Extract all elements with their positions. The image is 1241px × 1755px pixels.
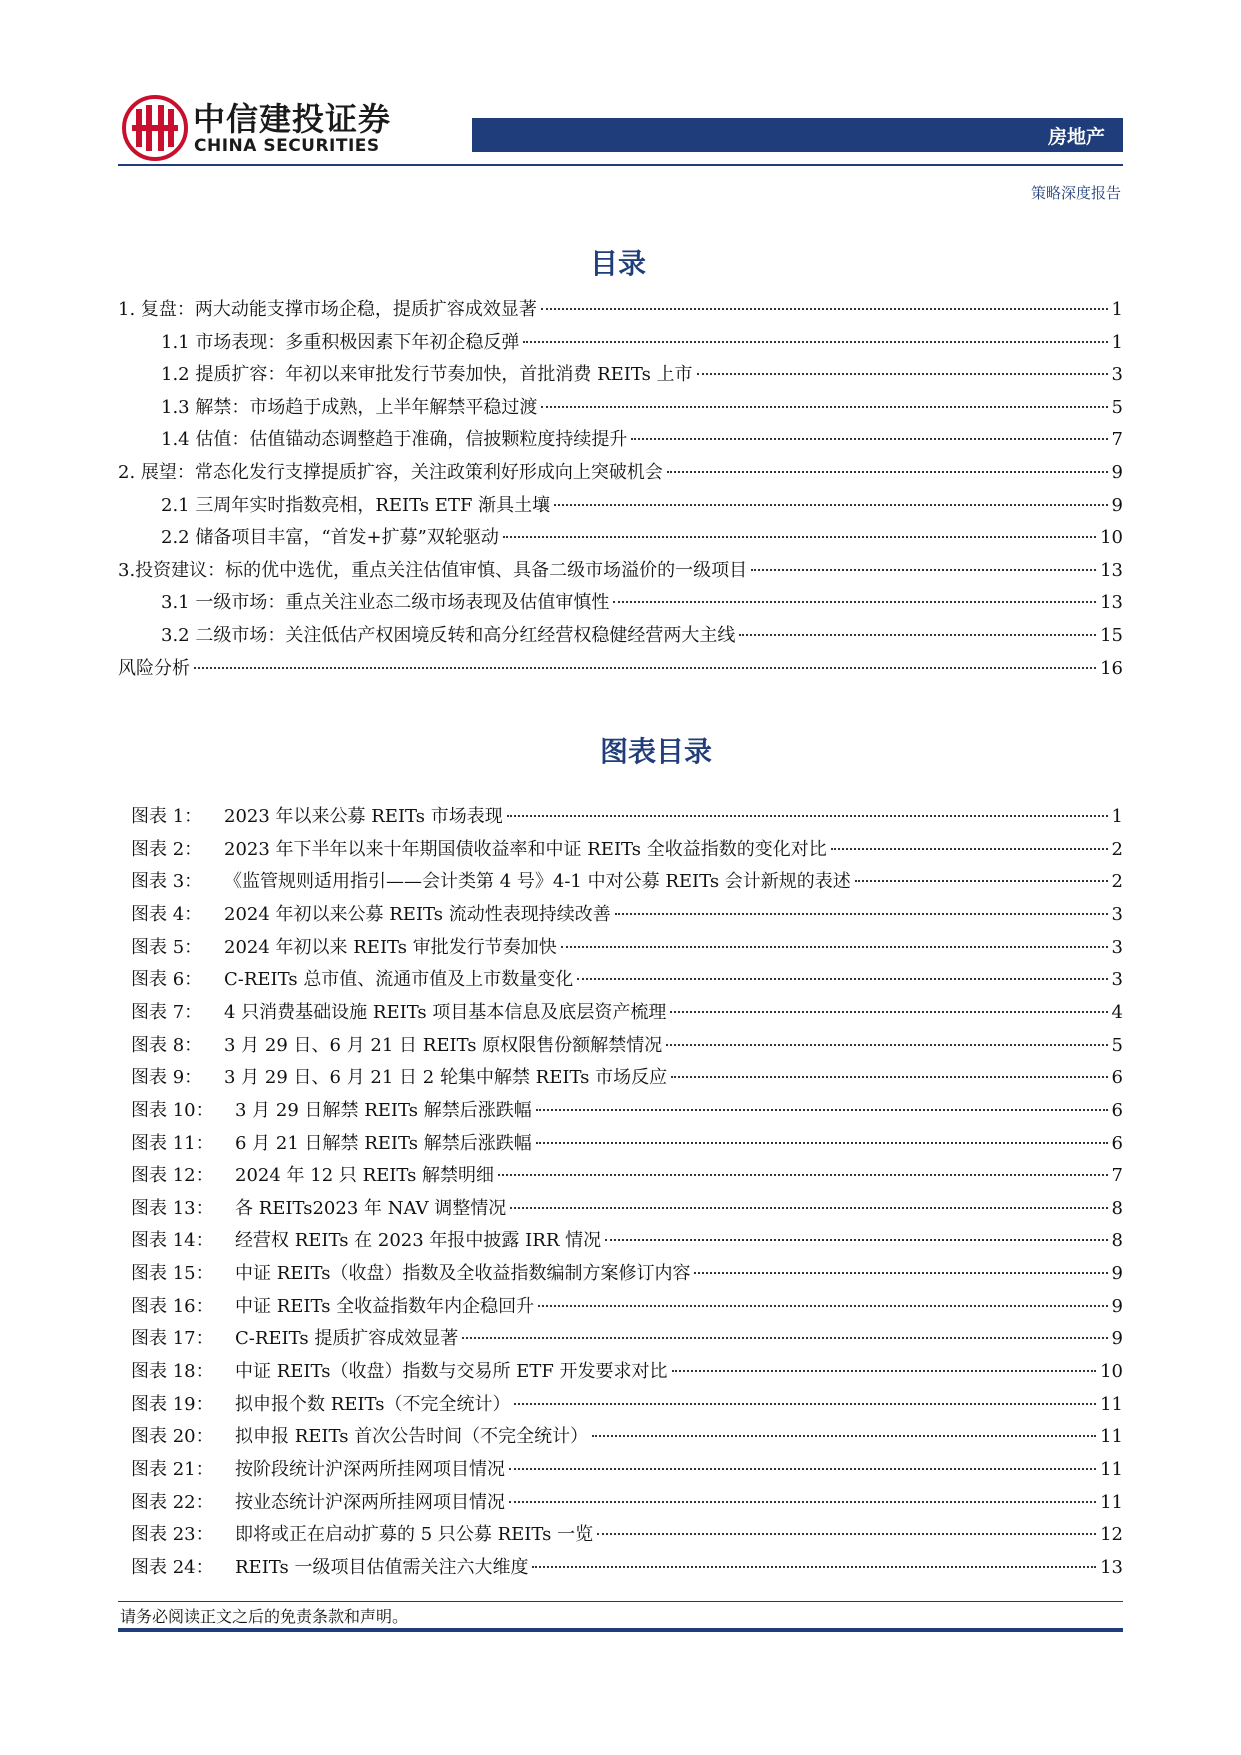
figure-entry-page: 8 (1111, 1197, 1123, 1219)
figure-entry-label: 中证 REITs（收盘）指数与交易所 ETF 开发要求对比 (235, 1361, 668, 1383)
toc-entry[interactable] (161, 624, 1123, 648)
figure-entry-page: 3 (1111, 903, 1123, 925)
toc-entry-page: 13 (1100, 592, 1123, 614)
toc-entry-label: 3.2 二级市场：关注低估产权困境反转和高分红经营权稳健经营两大主线 (161, 625, 736, 646)
toc-entry-label: 1.2 提质扩容：年初以来审批发行节奏加快，首批消费 REITs 上市 (161, 364, 693, 386)
figure-entry[interactable] (131, 805, 1123, 829)
figure-entry-number: 图表 24： (131, 1556, 214, 1578)
figure-entry-label: 3 月 29 日解禁 REITs 解禁后涨跌幅 (235, 1099, 532, 1121)
report-type: 策略深度报告 (1030, 184, 1121, 202)
toc-title: 目录 (590, 247, 647, 280)
figure-entry-label: 4 只消费基础设施 REITs 项目基本信息及底层资产梳理 (224, 1001, 667, 1023)
figure-entry-label: 拟申报 REITs 首次公告时间（不完全统计） (235, 1426, 589, 1448)
figure-leader-dots (605, 1239, 1107, 1241)
toc-leader-dots (751, 569, 1096, 571)
toc-entry-page: 10 (1100, 527, 1123, 549)
footer-bar (118, 1628, 1123, 1632)
figure-entry-number: 图表 16： (131, 1295, 214, 1317)
sector-banner (472, 118, 1123, 152)
toc-entry[interactable] (161, 494, 1123, 518)
figure-entry-label: C-REITs 提质扩容成效显著 (235, 1328, 459, 1350)
figure-entry-label: 按阶段统计沪深两所挂网项目情况 (235, 1459, 505, 1480)
figure-entry[interactable] (131, 1425, 1123, 1449)
figure-entry-number: 图表 21： (131, 1459, 214, 1480)
figure-entry-number: 图表 1： (131, 806, 203, 827)
figure-entry-label: 2023 年下半年以来十年期国债收益率和中证 REITs 全收益指数的变化对比 (224, 838, 827, 860)
figure-entry-number: 图表 2： (131, 838, 203, 860)
toc-entry-label: 2.2 储备项目丰富，“首发+扩募”双轮驱动 (161, 527, 499, 549)
figure-leader-dots (536, 1109, 1108, 1111)
figure-entry-page: 13 (1100, 1556, 1123, 1578)
figure-leader-dots (855, 880, 1108, 882)
figure-entry-number: 图表 5： (131, 936, 203, 958)
figure-leader-dots (510, 1207, 1107, 1209)
toc-entry-label: 3.投资建议：标的优中选优，重点关注估值审慎、具备二级市场溢价的一级项目 (118, 559, 748, 581)
toc-entry[interactable] (161, 591, 1123, 615)
company-name-cn: 中信建投证券 (193, 100, 392, 138)
toc-entry[interactable] (118, 657, 1123, 681)
toc-entry-page: 1 (1111, 299, 1123, 320)
figure-entry-label: 各 REITs2023 年 NAV 调整情况 (235, 1197, 507, 1219)
figure-leader-dots (532, 1566, 1096, 1568)
figure-entry-page: 10 (1100, 1361, 1123, 1383)
figure-leader-dots (615, 913, 1108, 915)
toc-entry[interactable] (161, 331, 1123, 355)
figure-entry[interactable] (131, 1523, 1123, 1547)
figure-entry-page: 9 (1111, 1263, 1123, 1285)
figure-leader-dots (462, 1337, 1107, 1339)
figure-entry[interactable] (131, 1164, 1123, 1188)
figure-entry-number: 图表 3： (131, 871, 203, 893)
sector-label: 房地产 (1047, 126, 1105, 148)
figure-leader-dots (561, 946, 1108, 948)
figure-entry[interactable] (131, 1197, 1123, 1221)
figure-entry[interactable] (131, 1556, 1123, 1580)
figure-leader-dots (694, 1272, 1107, 1274)
toc-entry-page: 13 (1100, 559, 1123, 581)
figure-entry-page: 2 (1111, 838, 1123, 860)
toc-entry-page: 7 (1111, 429, 1123, 451)
figure-leader-dots (671, 1076, 1107, 1078)
figures-title: 图表目录 (600, 735, 713, 768)
figure-entry-label: 2024 年初以来公募 REITs 流动性表现持续改善 (224, 903, 611, 925)
figure-entry-number: 图表 22： (131, 1491, 214, 1513)
toc-leader-dots (194, 667, 1096, 669)
figure-entry[interactable] (131, 1099, 1123, 1123)
figure-entry-page: 7 (1111, 1165, 1123, 1187)
toc-entry-page: 1 (1111, 331, 1123, 353)
toc-entry[interactable] (161, 428, 1123, 452)
toc-entry-page: 9 (1111, 494, 1123, 516)
figure-entry-number: 图表 6： (131, 969, 203, 991)
figure-entry-page: 4 (1111, 1001, 1123, 1023)
figure-entry-label: 6 月 21 日解禁 REITs 解禁后涨跌幅 (235, 1132, 532, 1154)
figure-entry-number: 图表 20： (131, 1426, 214, 1448)
figure-leader-dots (592, 1435, 1096, 1437)
figure-entry-label: 经营权 REITs 在 2023 年报中披露 IRR 情况 (235, 1230, 602, 1252)
figure-entry-label: 中证 REITs 全收益指数年内企稳回升 (235, 1295, 535, 1317)
figure-entry-number: 图表 12： (131, 1165, 214, 1187)
figure-entry-page: 6 (1111, 1099, 1123, 1121)
figure-entry-number: 图表 4： (131, 903, 203, 925)
toc-entry-label: 1.4 估值：估值锚动态调整趋于准确，信披颗粒度持续提升 (161, 429, 628, 451)
figure-entry-page: 5 (1111, 1034, 1123, 1056)
figure-entry-label: 中证 REITs（收盘）指数及全收益指数编制方案修订内容 (235, 1263, 691, 1285)
figure-leader-dots (507, 815, 1108, 817)
toc-leader-dots (667, 471, 1108, 473)
toc-entry-label: 2. 展望：常态化发行支撑提质扩容，关注政策利好形成向上突破机会 (118, 462, 663, 483)
toc-entry-label: 1.1 市场表现：多重积极因素下年初企稳反弹 (161, 331, 520, 353)
figure-leader-dots (577, 978, 1107, 980)
figure-entry-label: 2024 年 12 只 REITs 解禁明细 (235, 1165, 495, 1187)
figure-entry-page: 11 (1100, 1491, 1123, 1513)
figure-entry-label: 《监管规则适用指引——会计类第 4 号》4-1 中对公募 REITs 会计新规的表述 (224, 871, 851, 893)
figure-entry[interactable] (131, 903, 1123, 927)
figure-entry[interactable] (131, 968, 1123, 992)
figure-entry-label: 按业态统计沪深两所挂网项目情况 (235, 1491, 505, 1513)
figure-entry-number: 图表 23： (131, 1524, 214, 1546)
figure-entry[interactable] (131, 1034, 1123, 1058)
figure-leader-dots (597, 1533, 1096, 1535)
figure-entry[interactable] (131, 1360, 1123, 1384)
figure-entry[interactable] (131, 1393, 1123, 1417)
figure-entry-number: 图表 17： (131, 1328, 214, 1350)
figure-entry-page: 12 (1100, 1524, 1123, 1546)
figure-entry-page: 9 (1111, 1328, 1123, 1350)
figure-entry-page: 3 (1111, 969, 1123, 991)
figure-entry-page: 1 (1111, 806, 1123, 827)
figure-leader-dots (498, 1174, 1107, 1176)
figure-entry-label: 2023 年以来公募 REITs 市场表现 (224, 806, 503, 827)
toc-entry[interactable] (161, 363, 1123, 387)
figure-leader-dots (670, 1011, 1107, 1013)
figure-leader-dots (831, 848, 1108, 850)
toc-leader-dots (541, 308, 1108, 310)
figure-leader-dots (514, 1403, 1096, 1405)
toc-leader-dots (631, 438, 1107, 440)
toc-leader-dots (554, 504, 1107, 506)
header-divider (118, 164, 1123, 166)
china-securities-logo-icon (122, 95, 188, 161)
figure-entry-page: 2 (1111, 871, 1123, 893)
toc-entry[interactable] (161, 526, 1123, 550)
figure-entry-number: 图表 13： (131, 1197, 214, 1219)
figure-entry[interactable] (131, 1491, 1123, 1515)
toc-entry-page: 16 (1100, 657, 1123, 679)
figure-leader-dots (672, 1370, 1097, 1372)
figure-entry-number: 图表 14： (131, 1230, 214, 1252)
footer-divider (118, 1601, 1123, 1602)
figure-entry[interactable] (131, 870, 1123, 894)
toc-entry[interactable] (118, 298, 1123, 322)
figure-entry[interactable] (131, 1001, 1123, 1025)
figure-entry-page: 3 (1111, 936, 1123, 958)
figure-leader-dots (666, 1044, 1107, 1046)
toc-entry-label: 风险分析 (118, 657, 190, 679)
figure-entry[interactable] (131, 838, 1123, 862)
figure-entry-label: 3 月 29 日、6 月 21 日 2 轮集中解禁 REITs 市场反应 (224, 1067, 668, 1089)
toc-entry-page: 9 (1111, 462, 1123, 483)
figure-entry-label: 2024 年初以来 REITs 审批发行节奏加快 (224, 936, 557, 958)
figure-entry-page: 6 (1111, 1067, 1123, 1089)
toc-entry[interactable] (118, 559, 1123, 583)
toc-leader-dots (523, 341, 1107, 343)
figure-entry-page: 8 (1111, 1230, 1123, 1252)
toc-leader-dots (503, 536, 1096, 538)
toc-leader-dots (739, 634, 1096, 636)
figure-entry-page: 6 (1111, 1132, 1123, 1154)
footer-disclaimer: 请务必阅读正文之后的免责条款和声明。 (120, 1607, 409, 1626)
toc-leader-dots (697, 373, 1108, 375)
toc-entry-label: 1. 复盘：两大动能支撑市场企稳，提质扩容成效显著 (118, 299, 537, 320)
figure-entry-page: 11 (1100, 1426, 1123, 1448)
figure-entry-number: 图表 10： (131, 1099, 214, 1121)
figure-entry-page: 11 (1100, 1459, 1123, 1480)
figure-entry[interactable] (131, 1458, 1123, 1482)
figure-entry-label: 3 月 29 日、6 月 21 日 REITs 原权限售份额解禁情况 (224, 1034, 663, 1056)
figure-entry[interactable] (131, 1066, 1123, 1090)
toc-entry-page: 5 (1111, 396, 1123, 418)
toc-entry-label: 1.3 解禁：市场趋于成熟，上半年解禁平稳过渡 (161, 396, 538, 418)
toc-entry-page: 3 (1111, 364, 1123, 386)
figure-leader-dots (536, 1142, 1108, 1144)
figure-leader-dots (509, 1501, 1096, 1503)
figure-entry-number: 图表 18： (131, 1361, 214, 1383)
toc-entry-page: 15 (1100, 625, 1123, 646)
figure-entry[interactable] (131, 1132, 1123, 1156)
figure-entry-label: C-REITs 总市值、流通市值及上市数量变化 (224, 969, 574, 991)
figure-entry-number: 图表 11： (131, 1132, 214, 1154)
figure-entry-label: 拟申报个数 REITs（不完全统计） (235, 1393, 511, 1415)
figure-entry-label: REITs 一级项目估值需关注六大维度 (235, 1556, 529, 1578)
figure-entry[interactable] (131, 1327, 1123, 1351)
figure-entry-number: 图表 9： (131, 1067, 203, 1089)
figure-entry[interactable] (131, 1229, 1123, 1253)
toc-entry-label: 2.1 三周年实时指数亮相，REITs ETF 渐具土壤 (161, 494, 551, 516)
toc-entry[interactable] (118, 461, 1123, 485)
figure-entry-number: 图表 8： (131, 1034, 203, 1056)
figure-entry-label: 即将或正在启动扩募的 5 只公募 REITs 一览 (235, 1524, 594, 1546)
figure-entry-number: 图表 7： (131, 1001, 203, 1023)
figure-entry[interactable] (131, 936, 1123, 960)
toc-leader-dots (613, 601, 1096, 603)
figure-leader-dots (538, 1305, 1107, 1307)
page-header (0, 0, 1241, 202)
toc-entry[interactable] (161, 396, 1123, 420)
company-name-en: CHINA SECURITIES (194, 136, 380, 156)
figure-entry[interactable] (131, 1262, 1123, 1286)
toc-entry-label: 3.1 一级市场：重点关注业态二级市场表现及估值审慎性 (161, 592, 610, 614)
figure-entry-page: 9 (1111, 1295, 1123, 1317)
figure-entry-number: 图表 19： (131, 1393, 214, 1415)
figure-entry-number: 图表 15： (131, 1263, 214, 1285)
figure-entry[interactable] (131, 1295, 1123, 1319)
figure-leader-dots (509, 1468, 1096, 1470)
toc-leader-dots (541, 406, 1107, 408)
figure-entry-page: 11 (1100, 1393, 1123, 1415)
